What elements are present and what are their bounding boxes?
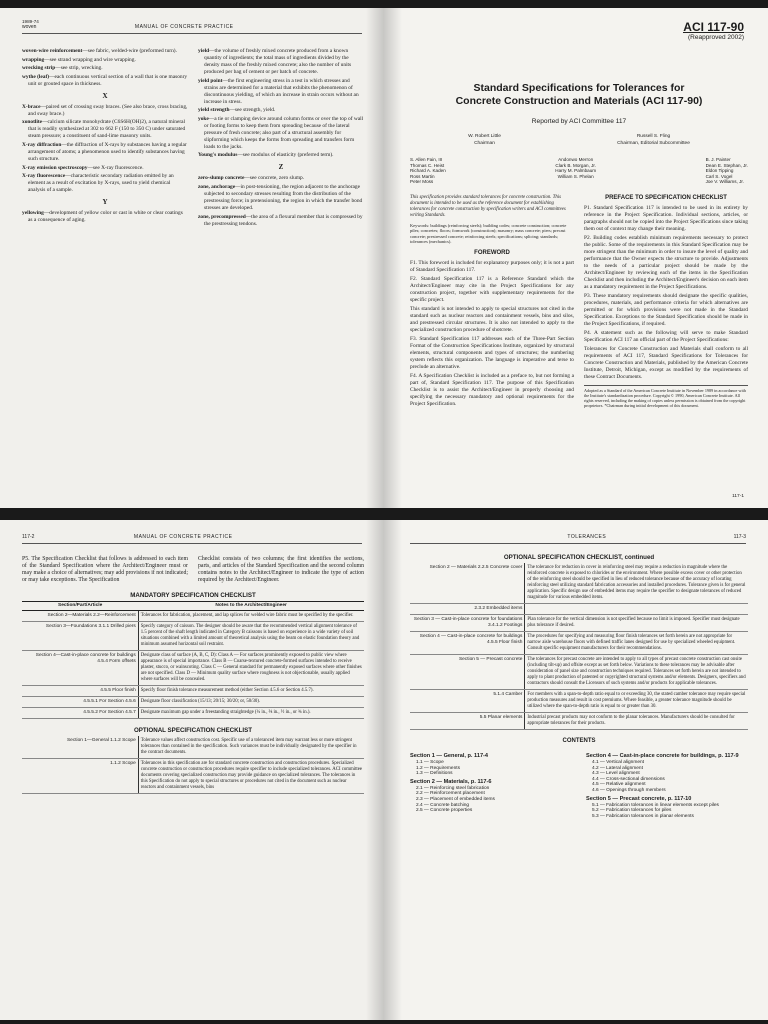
glossary-term: yellowing [22,210,44,217]
notes-cell: Designate floor classification (15/13; 20/15; 30/20; or, 50/30). [138,697,364,708]
glossary-term: yield strength [198,107,230,114]
notes-cell: The tolerance for reduction in cover in reinforcing steel may require a reduction in magnitude where the reinforced concrete is exposed to chlorides or the environment. Where possible excess cover or other protection of the reinforcing steel should be specified in lieu of reduced tolerance because of the accuracy of locating reinforcing steel utilizing standard fabrication accessories and installed procedures. Tolerance given is for general application. Specific design use of embedded items may require the specifier to designate tolerances of reduced magnitude for various embedded items. [525,563,748,604]
optional-continued-title: OPTIONAL SPECIFICATION CHECKLIST, continued [503,554,655,561]
section-cell: Section 3—Foundations 3.1.1 Drilled piers [22,622,138,651]
page-number: 117-1 [732,494,744,499]
member-name: B. J. Painter [705,157,731,162]
table-row [22,651,364,686]
contents-item: 4.2 — Lateral alignment [592,765,643,771]
title-line-1: Standard Specifications for Tolerances for [473,82,685,94]
table-row [410,690,748,713]
section-cell: 5.1.4 Camber [410,690,525,713]
glossary-term: woven-wire reinforcement [22,48,83,54]
page-gutter-shadow [366,520,384,1020]
glossary-entry [22,142,188,163]
section-cell: Section 1—General 1.1.2 Scope [22,736,138,759]
table-row [22,736,364,759]
contents-section: Section 4 — Cast-in-place concrete for buildings, p. 117-9 [586,753,739,759]
notes-cell [525,604,748,615]
glossary-definition: —calcium silicate monohydrate (C6S6H(OH)2), a natural mineral that is readily synthesized at 302 to 662 F (150 to 350 C) under saturated steam pressure; a constituent of sand-lime masonry units. [28,119,186,140]
running-header [22,534,362,544]
foreword-paragraph: F2. Standard Specification 117 is a Reference Standard which the Architect/Engineer may cite in the Project Specifications for any construction project, together with supplementary requirements for the specific project. [410,275,574,303]
member-name: Ross Martin [410,173,435,179]
notes-cell: The procedures for specifying and measuring floor finish tolerances set forth herein are not appropriate for narrow aisle warehouse floors with defined traffic lanes designed for use by specialized wheeled equipment. Consult specific equipment manufacturers for their recommendations. [525,632,748,655]
section-cell: 4.5.5.1 For Section 4.5.6 [22,697,138,708]
letter-z: Z [278,163,284,172]
glossary-term: xonotlite [22,119,43,126]
contents-item: 4.6 — Openings through members [592,787,666,793]
contents-item: 4.4 — Cross-sectional dimensions [592,776,665,782]
notes-cell: Tolerance values affect construction cost. Specific use of a toleranced item may warrant less or more stringent tolerances than contained in the specification. Such variances must be individually designated by the specifier in the contract documents. [138,736,364,759]
contents-item: 2.1 — Reinforcing steel fabrication [416,785,490,791]
glossary-definition: —the volume of freshly mixed concrete produced from a known quantity of ingredients; the total mass of ingredients divided by the density mass of the freshly mixed concrete; also the number of units produced per bag of cement or per batch of concrete. [204,48,352,75]
foreword-paragraph: F4. A Specification Checklist is included as a preface to, but not forming a part of, Standard Specification 117. The purpose of this Specification Checklist is to assist the Architect/Engineer in properly choosing and specifying the necessary mandatory and optional requirements for the Project Specification. [410,372,574,407]
glossary-definition: —development of yellow color or cast in white or clear coatings as a consequence of aging. [28,210,183,224]
glossary-entry [198,107,364,114]
p5-left: P5. The Specification Checklist that follows is addressed to each item of the Standard Specification where the Architect/Engineer must or may make a choice of alternatives; may add provisions if not indicated; or may take exceptions. The Specification [22,556,188,583]
preface-paragraph: P2. Building codes establish minimum requirements necessary to protect the public. Some of the requirements in this Standard Specification may be more stringent than the minimum in order to insure the level of quality and performance that the Owner expects the structure to provide. Adjustments to the needs of a particular project should be made by the Architect/Engineer by reviewing each of the items in the Specification Checklist and then including the Architect/Engineer's decision on each item as a mandatory requirement in the Project Specifications. [584,234,748,290]
top-spread [0,8,768,508]
notes-cell: Specify floor finish tolerance measurement method (either Section 4.5.6 or Section 4.5.7). [138,686,364,697]
notes-cell: Specify category of caisson. The designer should be aware that the recommended vertical alignment tolerance of 1.5 percent of the shaft length indicated in Category B caissons is based on experience in a wide variety of soil situations combined with a limited amount of theoretical analysis using the beam on elastic foundation theory and minimum assumed horizontal soil restraint. [138,622,364,651]
foreword-paragraph: F3. Standard Specification 117 addresses each of the Three-Part Section Format of the Construction Specifications Institute, organized by structural elements, structural components and types of structures; the numbering system reflects this organization. The language is imperative and terse to preclude an alternative. [410,335,574,370]
contents-right [586,751,748,819]
glossary-term: X-ray emission spectroscopy [22,164,88,171]
page-mandatory-checklist [0,520,384,1020]
contents-item: 4.3 — Level alignment [592,771,640,777]
contents-left [410,751,572,819]
glossary-definition: —paired set of crossing sway braces. (See also brace, cross bracing, and sway brace.) [28,103,188,117]
glossary-entry [22,74,188,88]
contents-section: Section 5 — Precast concrete, p. 117-10 [586,795,692,802]
table-row [410,563,748,604]
glossary-entry [22,119,188,140]
letter-y: Y [102,198,108,207]
body-col-left [410,195,574,410]
foreword-paragraph: F1. This foreword is included for explanatory purposes only; it is not a part of Standard Specification 117. [410,259,574,273]
glossary-entry [22,165,188,172]
notes-cell: Tolerances in this specification are for standard concrete construction and construction procedures. Specialized concrete construction or construction procedures require specifier to include specialized tolerances. ACI committee documents covering specialized construction may provide guidance on specialized tolerances. The tolerances in this Specification do not apply to special structures or procedures not cited in the document such as nuclear reactors and containment vessels, bins [138,759,364,794]
reported-by: Reported by ACI Committee 117 [531,118,627,125]
glossary-definition: —characteristic secondary radiation emitted by an element as a result of excitation by X-rays, used to yield chemical analysis of a sample. [28,173,174,194]
page-glossary-end [0,8,384,508]
body-col-right [584,195,748,410]
glossary-list-y2 [198,48,364,159]
contents-section: Section 1 — General, p. 117-4 [410,753,489,759]
preface-text [584,205,748,381]
contents-item: 5.2 — Fabrication tolerances for piles [592,808,672,814]
member-name: Clark B. Morgan, Jr. [555,162,596,168]
foreword-heading: FOREWORD [474,249,510,256]
contents-item: 2.5 — Concrete properties [416,808,473,814]
page-aci-title [384,8,768,508]
contents-item: 2.4 — Concrete batching [416,802,470,808]
glossary-list-w [22,48,188,88]
table-row [22,611,364,622]
glossary-columns [22,48,364,229]
committee-members [410,157,748,185]
preface-paragraph: P1. Standard Specification 117 is intended to be used in its entirety by reference in the Project Specification. Individual sections, articles, or paragraphs should not be copied into the Project Specifications since taking them out of context may change their meaning. [584,204,748,232]
member-name: Andonwo Merron [558,157,594,162]
contents-item: 1.3 — Definitions [416,771,453,777]
glossary-col-1 [22,48,188,229]
chair-left: W. Robert Little Chairman [468,134,501,146]
optional-checklist-table [22,736,364,794]
glossary-term: yield [198,48,210,54]
running-header [410,534,746,544]
aci-number: ACI 117-90 [683,20,744,34]
page-gutter-shadow [366,8,384,508]
glossary-definition: —the diffraction of X-rays by substances having a regular arrangement of atoms; a phenomenon used to identify substances having such structure. [28,141,187,162]
notes-cell: Designate class of surface (A, B, C, D): Class A — For surfaces prominently exposed to public view where appearance is of special importance. Class B — Coarse-textured concrete-formed surfaces intended to receive plaster, stucco, or wainscoting. Class C — General standard for permanently exposed surfaces where other finishes are not specified. Class D — Minimum quality surface where roughness is not objectionable, usually applied where surfaces will be concealed. [138,651,364,686]
section-cell: Section 2—Materials 2.2—Reinforcement [22,611,138,622]
chair-right: Russell S. Fling Chairman, Editorial Subcommittee [617,134,690,146]
committee-chairs [410,133,748,147]
table-row [22,697,364,708]
glossary-entry [198,184,364,212]
optional-checklist-title: OPTIONAL SPECIFICATION CHECKLIST [133,727,253,734]
glossary-term: X-brace [22,103,41,110]
section-cell: 4.5.5 Floor finish [22,686,138,697]
glossary-definition: —see strip, wrecking. [55,65,103,72]
glossary-definition: —the area of a flexural member that is compressed by the prestressing tendons. [204,213,363,227]
running-header [22,24,362,34]
member-name: Richard A. Kaden [410,168,446,174]
glossary-definition: —a tie or clamping device around column forms or over the top of wall or footing forms to keep them from spreading because of the lateral pressure of fresh concrete; also part of a structural assembly for slipforming which keeps the forms from spreading and transfers form loads to the jacks. [204,115,364,150]
glossary-entry [22,65,188,72]
aci-designation [683,20,744,41]
page-gutter-shadow [384,520,402,1020]
glossary-term: Young's modulus [198,152,238,159]
section-cell: Section 4—Cast-in-place concrete for buildings 4.5.4 Form offsets [22,651,138,686]
glossary-col-2 [198,48,364,229]
glossary-term: X-ray fluorescence [22,173,66,180]
glossary-entry [198,152,364,159]
glossary-entry [22,57,188,64]
glossary-definition: —see strength, yield. [229,107,276,114]
keywords: Keywords: buildings (reinforcing steels); building codes; concrete construction; concrete piles; concretes; floors; formwork (construction); masonry; mass concrete; piers; precast concrete; prestressed concrete; reinforcing steels; specifications; splicing; standards; tolerances (mechanics). [410,222,567,245]
p5-columns [22,556,364,586]
member-name: Eldon Tipping [705,168,734,174]
contents [410,751,748,819]
contents-heading: CONTENTS [562,738,596,744]
members-col-2 [555,157,596,185]
footnote: Adopted as a Standard of the American Concrete Institute in November 1989 in accordance with the Institute's standardization procedure. Copyright © 1990, American Concrete Institute. All rights reserved, including the making of copies unless permission is obtained from the copyright proprietors. *Chairman during initial development of this document. [584,385,748,408]
section-cell: 1.1.2 Scope [22,759,138,794]
contents-item: 4.5 — Relative alignment [592,782,646,788]
glossary-term: zone, precompressed [198,213,246,220]
glossary-list-x [22,104,188,194]
mandatory-checklist-table [22,601,364,719]
glossary-entry [198,214,364,228]
contents-item: 4.1 — Vertical alignment [592,760,644,765]
member-name: Harry M. Palmbaum [555,168,597,174]
preface-heading: PREFACE TO SPECIFICATION CHECKLIST [605,194,727,201]
member-name: Carl S. Vogel [705,173,733,179]
header-title: MANUAL OF CONCRETE PRACTICE [133,534,233,540]
glossary-definition: —see modulus of elasticity (preferred term). [237,152,334,159]
header-page: 117-3 [733,534,746,540]
table-row [410,713,748,730]
glossary-entry [22,210,188,224]
glossary-entry [198,78,364,106]
section-cell: Section 5 — Precast concrete [410,655,525,690]
glossary-entry [22,104,188,118]
notes-cell: Plan tolerance for the vertical dimension is not specified because no limit is imposed. Specifier must designate plus tolerance if desired. [525,615,748,632]
glossary-list-y [22,210,188,224]
glossary-term: zone, anchorage [198,183,236,190]
reapproved-note: (Reapproved 2002) [687,34,744,41]
glossary-term: X-ray diffraction [22,141,62,148]
table-row [410,632,748,655]
glossary-entry [22,173,188,194]
table-row [22,686,364,697]
foreword-paragraph: This standard is not intended to apply to special structures not cited in the standard such as nuclear reactors and containment vessels, bins and silos, and prestressed circular structures. It is also not intended to apply to the specialized construction procedure of shotcrete. [410,305,574,333]
member-name: William S. Phelan [557,173,594,179]
body-columns [410,195,748,410]
glossary-entry [198,116,364,151]
contents-item: 2.2 — Reinforcement placement [416,791,485,797]
member-name: Dean E. Stephan, Jr. [705,162,748,168]
section-cell: 5.5 Planar elements [410,713,525,730]
foreword-text [410,260,574,408]
letter-x: X [102,91,108,100]
page-code: 1989-74 [22,19,39,24]
notes-cell: Industrial precast products may not conform to the planar tolerances. Manufacturers should be consulted for appropriate tolerances for their products. [525,713,748,730]
page-gutter-shadow [384,8,402,508]
glossary-entry [198,175,364,182]
contents-item: 5.3 — Fabrication tolerances in planar elements [592,813,694,819]
contents-item: 5.1 — Fabrication tolerances in linear elements except piles [592,802,719,808]
table-row [22,622,364,651]
member-name: Thomas C. Heist [410,162,445,168]
glossary-entry [198,48,364,76]
section-cell: Section 2 — Materials 2.2.5 Concrete cover [410,563,525,604]
table-row [410,655,748,690]
members-col-1 [410,157,446,185]
page-optional-checklist [384,520,768,1020]
header-word: woven [22,24,37,30]
contents-item: 1.1 — Scope [416,760,444,765]
section-cell: 4.5.5.2 For Section 4.5.7 [22,708,138,719]
title-line-2: Concrete Construction and Materials (ACI 117-90) [455,95,703,107]
header-title: TOLERANCES [567,534,607,540]
glossary-definition: —see concrete, zero slump. [244,175,305,182]
col-header-notes: Notes to the Architect/Engineer [138,602,364,611]
glossary-entry [22,48,188,55]
table-row [22,759,364,794]
header-title: MANUAL OF CONCRETE PRACTICE [134,24,234,30]
glossary-term: yield point [198,77,223,84]
glossary-term: wythe (leaf) [22,73,50,80]
section-cell: Section 4 — Cast-in-place concrete for buildings 4.5.5 Floor finish [410,632,525,655]
bottom-spread [0,520,768,1020]
glossary-term: wrecking strip [22,65,56,72]
preface-paragraph: P4. A statement such as the following will serve to make Standard Specification ACI 117 an official part of the Project Specifications: [584,329,748,343]
members-col-3 [706,157,748,185]
contents-item: 2.3 — Placement of embedded items [416,796,495,802]
preface-paragraph: P3. These mandatory requirements should designate the specific qualities, procedures, materials, and performance criteria for which alternatives are permitted or for which provisions were not made in the Standard Specification. Exceptions to the Standard Specification should be made in the Project Specifications, if required. [584,292,748,327]
notes-cell: Designate maximum gap under a freestanding straightedge (¼ in., ⅜ in., ½ in., or ¾ in.). [138,708,364,719]
section-cell: 2.3.2 Embedded items [410,604,525,615]
table-row [410,615,748,632]
notes-cell: The tolerances for precast concrete are intended to apply to all types of precast concrete construction cast onsite (including tilt-up) and offsite except as set forth below. Variations to these tolerances may be advisable after consideration of panel size and construction techniques required. Tolerances set forth herein are not intended to apply to plant production of patented or copyrighted structural systems and/or elements. Designers, specifiers and contractors should consult the Licensors of such systems and/or products for applicable tolerances. [525,655,748,690]
p5-right: Checklist consists of two columns; the first identifies the sections, parts, and articles of the Standard Specification and the second column contains notes to the Architect/Engineer to indicate the type of action required by the Architect/Engineer. [198,556,364,583]
abstract: This specification provides standard tolerances for concrete construction. This document is intended to be used as the reference document for establishing tolerances for concrete construction by specification writers and ACI committees writing Standards. [410,194,566,218]
glossary-term: zero-slump concrete [198,175,245,182]
member-name: Joe V. Williams, Jr. [705,179,744,185]
col-header-section: Section/Part/Article [22,602,138,611]
glossary-definition: —see fabric, welded-wire (preformed turn). [82,48,177,54]
section-cell: Section 3 — Cast-in-place concrete for foundations 3.4.1.2 Footings [410,615,525,632]
glossary-definition: —the first engineering stress in a test in which stresses and strains are determined for a material that exhibits the phenomenon of discontinuous yielding, of which an increase in strain occurs without an increase in stress. [204,77,359,105]
glossary-term: wrapping [22,56,45,63]
glossary-definition: —see X-ray fluorescence. [87,164,144,171]
contents-section: Section 2 — Materials, p. 117-6 [410,778,492,785]
table-row [22,708,364,719]
mandatory-checklist-title: MANDATORY SPECIFICATION CHECKLIST [130,592,256,599]
table-row [410,604,748,615]
notes-cell: For members with a span-to-depth ratio equal to or exceeding 30, the stated camber tolerance may require special production measures and result in cost premiums. Where feasible, a greater tolerance magnitude should be utilized where the span-to-depth ratio is equal to or greater than 30. [525,690,748,713]
glossary-definition: —each continuous vertical section of a wall that is one masonry unit or grouted space in thickness. [28,73,188,87]
notes-cell: Tolerances for fabrication, placement, and lap splices for welded wire fabric must be specified by the specifier. [138,611,364,622]
document-title [410,82,748,108]
preface-paragraph: Tolerances for Concrete Construction and Materials shall conform to all requirements of ACI 117, Standard Specifications for Tolerances for Concrete Construction and Materials, published by the American Concrete Institute, Detroit, Michigan, except as modified by the requirements of these Contract Documents. [584,345,748,380]
contents-item: 1.2 — Requirements [416,765,460,771]
glossary-term: yoke [198,115,209,122]
glossary-list-z [198,175,364,227]
member-name: Peter Moss [410,179,434,185]
header-page: 117-2 [22,534,35,540]
optional-continued-table [410,563,748,730]
glossary-definition: —in post-tensioning, the region adjacent to the anchorage subjected to secondary stresses resulting from the distribution of the prestressing force; in pretensioning, the region in which the transfer bond stresses are developed. [204,183,363,211]
member-name: S. Allen Fain, III [410,157,443,162]
glossary-definition: —see strand wrapping and wire wrapping. [44,56,136,63]
